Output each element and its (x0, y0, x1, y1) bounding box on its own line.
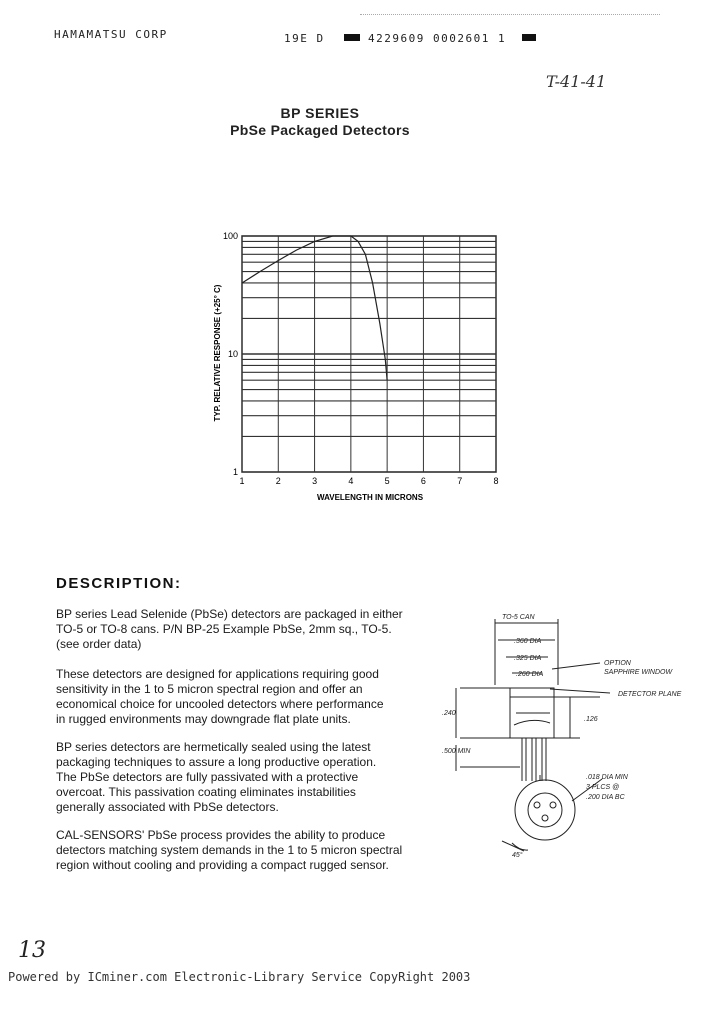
label-detector-plane: DETECTOR PLANE (618, 691, 682, 698)
label-dia-325: .325 DIA (514, 655, 542, 662)
label-lead-length: .500 MIN (442, 748, 471, 755)
description-paragraph-4 (56, 828, 426, 873)
text-line: sensitivity in the 1 to 5 micron spectral region and offer an (56, 682, 363, 696)
description-heading: DESCRIPTION: (56, 575, 182, 592)
label-can: TO-5 CAN (502, 614, 535, 621)
x-tick-label: 1 (239, 476, 245, 486)
description-paragraph-3 (56, 740, 426, 815)
series-subtitle: PbSe Packaged Detectors (230, 122, 410, 138)
response-chart (200, 220, 510, 510)
text-line: overcoat. This passivation coating eliminates instabilities (56, 785, 356, 799)
text-line: economical choice for uncooled detectors where performance (56, 697, 384, 711)
label-window-option: OPTION (604, 660, 631, 667)
label-dia-360: .360 DIA (514, 638, 542, 645)
text-line: TO-5 or TO-8 cans. P/N BP-25 Example PbSe, 2mm sq., TO-5. (56, 622, 392, 636)
x-tick-label: 3 (312, 476, 318, 486)
label-lead-places: 3 PLCS @ (586, 784, 620, 791)
label-dia-260: .260 DIA (516, 671, 544, 678)
text-line: detectors matching system demands in the 1 to 5 micron spectral (56, 843, 403, 857)
x-axis-label: WAVELENGTH IN MICRONS (316, 493, 424, 502)
y-axis-label: TYP. RELATIVE RESPONSE (+25° C) (213, 284, 222, 422)
text-line: in rugged environments may downgrade flat plate units. (56, 712, 351, 726)
text-line: The PbSe detectors are fully passivated with a protective (56, 770, 359, 784)
text-line: BP series Lead Selenide (PbSe) detectors are packaged in either (56, 607, 403, 621)
handwritten-ref: T-41-41 (546, 72, 607, 91)
label-lead-dia: .018 DIA MIN (586, 774, 628, 781)
package-drawing (420, 605, 720, 875)
y-tick-label: 100 (222, 231, 238, 241)
y-tick-label: 1 (232, 467, 238, 477)
text-line: generally associated with PbSe detectors. (56, 800, 279, 814)
company-name: HAMAMATSU CORP (54, 28, 168, 41)
label-height: .240 (442, 710, 456, 717)
x-tick-label: 5 (384, 476, 390, 486)
barcode-mark-left (344, 34, 360, 41)
y-tick-label: 10 (227, 349, 238, 359)
text-line: CAL-SENSORS' PbSe process provides the ability to produce (56, 828, 386, 842)
chart-grid (242, 236, 496, 472)
x-tick-label: 4 (348, 476, 354, 486)
text-line: packaging techniques to assure a long productive operation. (56, 755, 377, 769)
text-line: These detectors are designed for applications requiring good (56, 667, 379, 681)
page-number: 13 (18, 938, 46, 963)
series-title: BP SERIES (280, 105, 360, 121)
text-line: region without cooling and providing a compact rugged sensor. (56, 858, 389, 872)
label-window-sapphire: SAPPHIRE WINDOW (604, 669, 673, 676)
doc-number: 4229609 0002601 1 (368, 32, 507, 45)
scan-noise-line (360, 14, 660, 15)
header-code: 19E D (284, 32, 325, 45)
label-lead-circle: .200 DIA BC (586, 794, 625, 801)
x-tick-label: 2 (275, 476, 281, 486)
barcode-mark-right (522, 34, 536, 41)
x-tick-label: 7 (457, 476, 463, 486)
text-line: BP series detectors are hermetically sealed using the latest (56, 740, 371, 754)
description-paragraph-1 (56, 607, 426, 652)
footer-text: Powered by ICminer.com Electronic-Library Service CopyRight 2003 (8, 970, 471, 984)
description-paragraph-2 (56, 667, 426, 727)
x-tick-label: 6 (420, 476, 426, 486)
label-plane-height: .126 (584, 716, 598, 723)
text-line: (see order data) (56, 637, 142, 651)
x-tick-label: 8 (493, 476, 499, 486)
label-angle: 45° (512, 852, 523, 859)
